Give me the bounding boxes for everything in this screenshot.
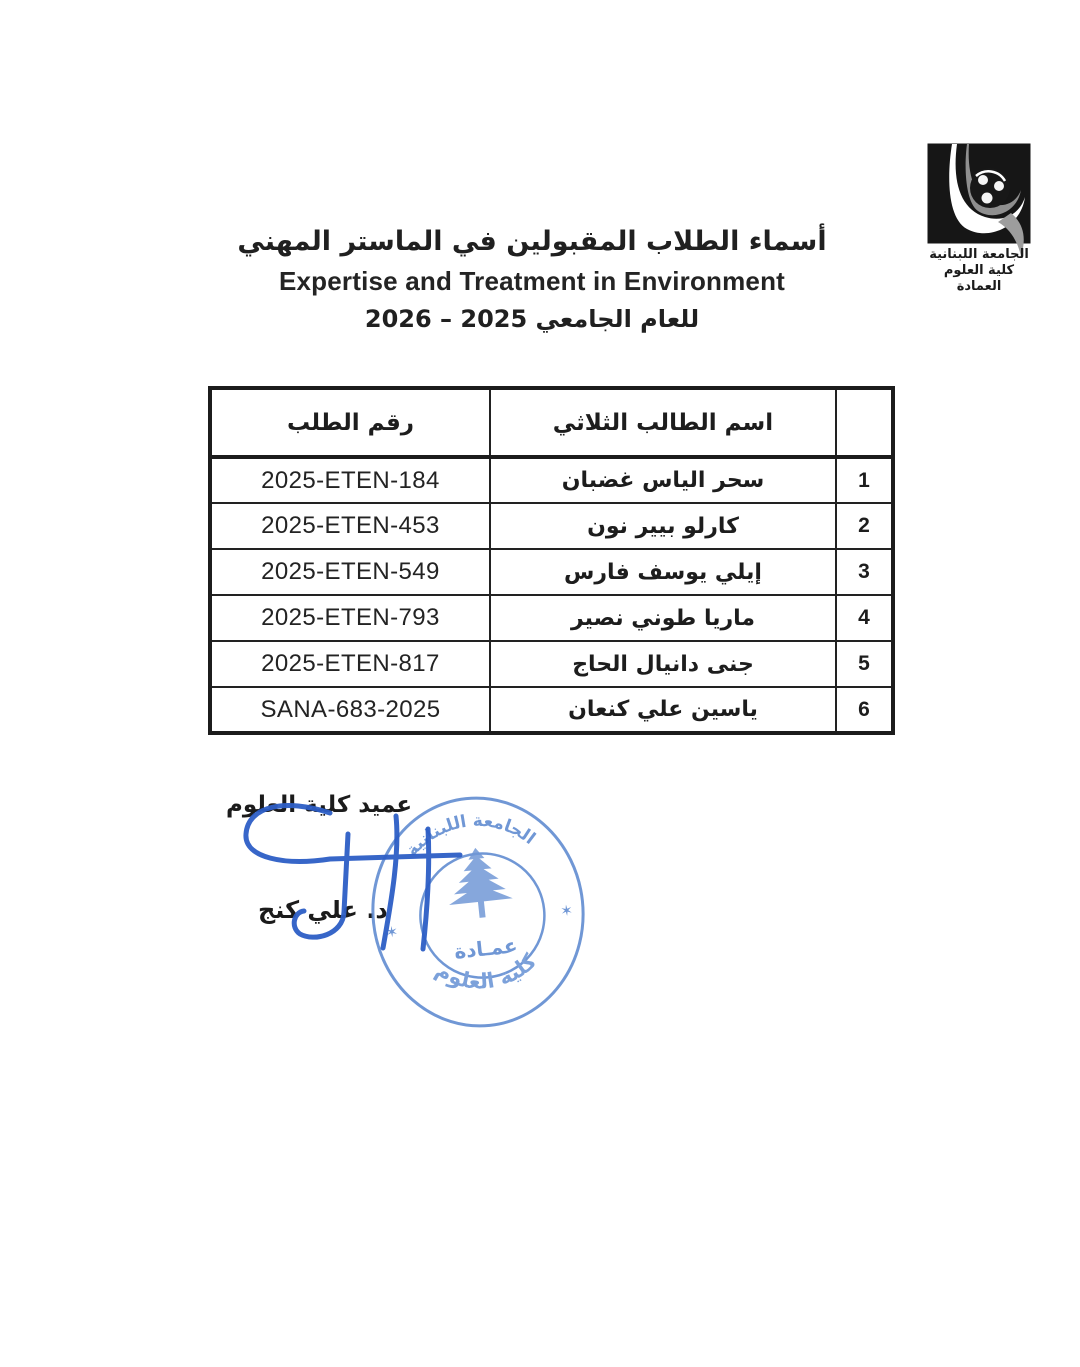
request-number-cell: 2025-ETEN-549 [210, 549, 490, 595]
request-number-cell: SANA-683-2025 [210, 687, 490, 733]
students-table [208, 386, 895, 735]
star-icon: ✶ [384, 922, 400, 942]
request-number-header: رقم الطلب [210, 388, 490, 457]
table-header-row [210, 388, 893, 457]
student-name-header: اسم الطالب الثلاثي [490, 388, 836, 457]
star-icon: ✶ [559, 901, 574, 921]
academic-year: للعام الجامعي 2025 – 2026 [364, 305, 700, 333]
row-index-cell: 4 [836, 595, 893, 641]
table-row [210, 457, 893, 503]
student-name-cell: سحر الياس غضبان [490, 457, 836, 503]
document-title-arabic: أسماء الطلاب المقبولين في الماستر المهني [237, 226, 827, 257]
index-header [836, 388, 893, 457]
row-index-cell: 2 [836, 503, 893, 549]
logo-deanship-name: العمادة [956, 279, 1002, 294]
dean-name: د. علي كنج [258, 896, 388, 924]
document-title-english: Expertise and Treatment in Environment [278, 266, 786, 296]
row-index-cell: 3 [836, 549, 893, 595]
student-name-cell: جنى دانيال الحاج [490, 641, 836, 687]
stamp-top-arc-text: الجامعة اللبنانية [402, 811, 539, 861]
document-title-block [132, 222, 932, 338]
row-index-cell: 5 [836, 641, 893, 687]
student-name-cell: ماريا طوني نصير [490, 595, 836, 641]
stamp-center-text: عمـادة [453, 933, 519, 964]
request-number-cell: 2025-ETEN-817 [210, 641, 490, 687]
table-row [210, 503, 893, 549]
logo-faculty-name: كلية العلوم [943, 263, 1015, 278]
stamp-bottom-arc-text: كلية العلوم [431, 949, 542, 994]
dean-title: عميد كلية العلوم [226, 792, 413, 818]
table-row [210, 641, 893, 687]
dean-signature-ink [230, 796, 475, 971]
table-row [210, 549, 893, 595]
request-number-cell: 2025-ETEN-453 [210, 503, 490, 549]
table-row [210, 595, 893, 641]
request-number-cell: 2025-ETEN-184 [210, 457, 490, 503]
request-number-cell: 2025-ETEN-793 [210, 595, 490, 641]
student-name-cell: كارلو بيير نون [490, 503, 836, 549]
university-emblem-icon [927, 143, 1031, 259]
table-row [210, 687, 893, 733]
row-index-cell: 1 [836, 457, 893, 503]
student-name-cell: ياسين علي كنعان [490, 687, 836, 733]
row-index-cell: 6 [836, 687, 893, 733]
logo-org-name: الجامعة اللبنانية [929, 247, 1029, 262]
student-name-cell: إيلي يوسف فارس [490, 549, 836, 595]
